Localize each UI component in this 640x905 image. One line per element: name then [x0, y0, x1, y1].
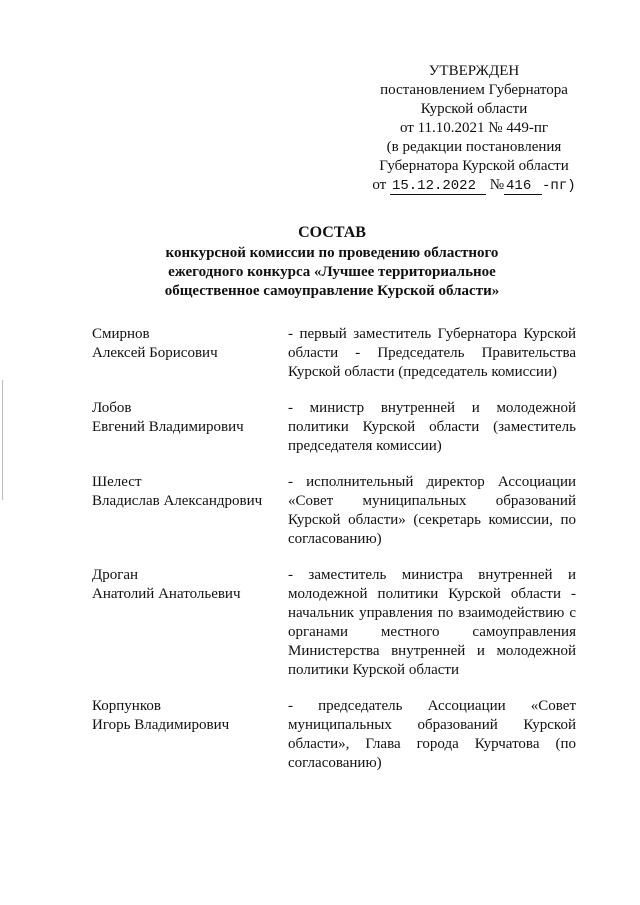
approval-line: от 11.10.2021 № 449-пг	[399, 120, 549, 136]
member-given-names: Евгений Владимирович	[92, 419, 244, 435]
member-name	[92, 399, 288, 456]
member-name	[92, 325, 288, 382]
member-given-names: Алексей Борисович	[92, 345, 218, 361]
member-row	[92, 697, 584, 773]
document-subtitle-line: конкурсной комиссии по проведению областного	[165, 245, 499, 261]
member-role: - председатель Ассоциации «Совет муниципальных образований Курской области», Глава города Курчатова (по согласованию)	[288, 698, 576, 771]
member-name	[92, 473, 288, 549]
approval-stamp-block	[360, 62, 588, 196]
member-given-names: Игорь Владимирович	[92, 717, 230, 733]
member-surname: Смирнов	[92, 326, 150, 342]
approval-revision-suffix: -пг)	[542, 178, 576, 194]
member-row	[92, 325, 584, 382]
member-role: - первый заместитель Губернатора Курской области - Председатель Правительства Курской области (председатель комиссии)	[288, 326, 576, 380]
approval-revision-date: 15.12.2022	[390, 179, 486, 195]
member-role: - заместитель министра внутренней и молодежной политики Курской области - начальник управления по взаимодействию с органами местного самоуправления Министерства внутренней и молодежной политики Курской области	[288, 567, 576, 678]
approval-revision-prefix: от	[372, 177, 387, 193]
approval-heading: УТВЕРЖДЕН	[428, 63, 520, 79]
document-title-block	[100, 222, 564, 301]
approval-line: (в редакции постановления	[386, 139, 562, 155]
member-given-names: Владислав Александрович	[92, 493, 263, 509]
document-subtitle-line: ежегодного конкурса «Лучшее территориальное	[168, 264, 496, 280]
member-surname: Лобов	[92, 400, 132, 416]
commission-member-list	[92, 325, 584, 773]
member-name	[92, 697, 288, 773]
member-row	[92, 399, 584, 456]
approval-revision-number: 416	[504, 179, 542, 195]
approval-revision-no-sign: №	[489, 177, 505, 193]
member-surname: Дроган	[92, 567, 139, 583]
document-subtitle-line: общественное самоуправление Курской области»	[164, 283, 500, 299]
member-surname: Шелест	[92, 474, 142, 490]
approval-line: Курской области	[420, 101, 528, 117]
scan-edge-line	[2, 380, 3, 500]
member-surname: Корпунков	[92, 698, 161, 714]
document-title: СОСТАВ	[298, 224, 366, 241]
member-given-names: Анатолий Анатольевич	[92, 586, 241, 602]
approval-line: постановлением Губернатора	[380, 82, 568, 98]
member-name	[92, 566, 288, 680]
member-row	[92, 473, 584, 549]
member-role: - министр внутренней и молодежной политики Курской области (заместитель председателя комиссии)	[288, 400, 576, 454]
member-role: - исполнительный директор Ассоциации «Совет муниципальных образований Курской области» (секретарь комиссии, по согласованию)	[288, 474, 576, 547]
member-row	[92, 566, 584, 680]
approval-revision-line	[360, 176, 588, 196]
approval-line: Губернатора Курской области	[379, 158, 569, 174]
